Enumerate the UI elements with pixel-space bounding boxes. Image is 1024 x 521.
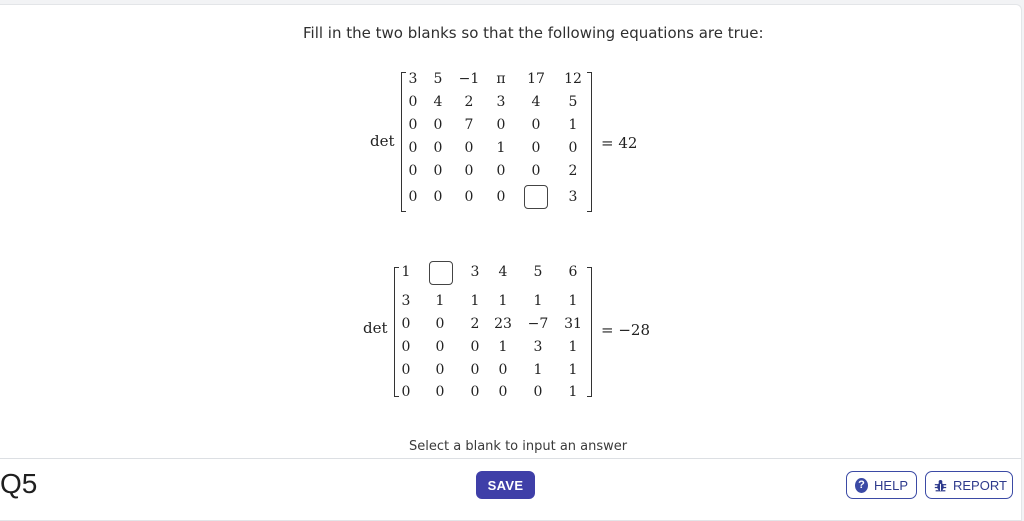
matrix1-cell: 2 (464, 94, 474, 110)
matrix1-cell: −1 (458, 71, 480, 87)
matrix1-cell: 0 (496, 189, 506, 205)
matrix1-cell: 0 (433, 140, 443, 156)
matrix1-cell: 2 (568, 163, 578, 179)
matrix1-cell: 0 (531, 163, 541, 179)
matrix2-cell: 2 (470, 316, 480, 332)
det-label-2: det (363, 319, 388, 337)
matrix1-cell: 0 (408, 189, 418, 205)
answer-blank-2[interactable] (429, 261, 453, 285)
right-bracket-1 (587, 72, 592, 212)
right-bracket-2 (587, 267, 592, 397)
footer-divider (0, 458, 1021, 459)
matrix2-cell: 0 (498, 362, 508, 378)
bug-icon (934, 478, 947, 492)
matrix2-cell: 0 (401, 339, 411, 355)
matrix1-cell: 0 (433, 189, 443, 205)
matrix1-cell: 5 (568, 94, 578, 110)
matrix1-cell: 1 (568, 117, 578, 133)
matrix1-cell: 0 (464, 189, 474, 205)
help-button[interactable] (846, 471, 917, 499)
matrix2-cell: 0 (498, 384, 508, 400)
question-prompt: Fill in the two blanks so that the following equations are true: (303, 24, 764, 42)
question-circle-icon: ? (855, 478, 868, 493)
matrix1-cell: 0 (568, 140, 578, 156)
matrix2-cell: 0 (435, 316, 445, 332)
matrix2-cell: 1 (568, 339, 578, 355)
save-button[interactable]: SAVE (476, 471, 535, 499)
matrix1-cell: 0 (433, 163, 443, 179)
blank-hint: Select a blank to input an answer (409, 439, 628, 454)
matrix2-cell: 1 (568, 293, 578, 309)
matrix1-cell: 5 (433, 71, 443, 87)
matrix2-cell: 1 (470, 293, 480, 309)
matrix1-cell: 0 (408, 117, 418, 133)
matrix1-cell: 3 (568, 189, 578, 205)
matrix1-cell: 4 (433, 94, 443, 110)
equation1-rhs: = 42 (601, 134, 638, 152)
matrix1-cell: π (496, 71, 506, 87)
report-label: REPORT (953, 477, 1007, 493)
matrix2-cell: 1 (435, 293, 445, 309)
answer-blank-1[interactable] (524, 185, 548, 209)
matrix2-cell: 6 (568, 264, 578, 280)
matrix1-cell: 1 (496, 140, 506, 156)
left-bracket-1 (401, 72, 406, 212)
matrix2-cell: 0 (401, 316, 411, 332)
matrix1-cell: 17 (527, 71, 545, 87)
matrix2-cell: 0 (435, 362, 445, 378)
matrix2-cell: 0 (470, 339, 480, 355)
matrix1-cell: 0 (408, 94, 418, 110)
matrix2-cell: 1 (401, 264, 411, 280)
matrix2-cell: 0 (401, 362, 411, 378)
matrix1-cell: 4 (531, 94, 541, 110)
matrix2-cell: 31 (564, 316, 582, 332)
matrix1-cell: 0 (496, 117, 506, 133)
matrix1-cell: 0 (464, 140, 474, 156)
matrix1-cell: 7 (464, 117, 474, 133)
matrix2-cell: 0 (435, 339, 445, 355)
matrix1-cell: 3 (496, 94, 506, 110)
matrix2-cell: 0 (401, 384, 411, 400)
question-card (0, 4, 1022, 521)
matrix1-cell: 12 (564, 71, 582, 87)
matrix2-cell: 23 (494, 316, 512, 332)
matrix2-cell: 0 (435, 384, 445, 400)
matrix1-cell: 0 (464, 163, 474, 179)
matrix2-cell: 1 (568, 362, 578, 378)
matrix1-cell: 0 (408, 140, 418, 156)
matrix1-cell: 0 (531, 140, 541, 156)
question-number: Q5 (0, 468, 38, 499)
left-bracket-2 (394, 267, 399, 397)
matrix1-cell: 0 (496, 163, 506, 179)
matrix2-cell: 5 (533, 264, 543, 280)
matrix1-cell: 3 (408, 71, 418, 87)
equation2-rhs: = −28 (601, 321, 650, 339)
matrix2-cell: 1 (568, 384, 578, 400)
det-label-1: det (370, 132, 395, 150)
matrix2-cell: 0 (533, 384, 543, 400)
matrix2-cell: 0 (470, 384, 480, 400)
help-label: HELP (874, 477, 908, 493)
matrix2-cell: −7 (527, 316, 549, 332)
matrix2-cell: 3 (470, 264, 480, 280)
matrix2-cell: 4 (498, 264, 508, 280)
matrix1-cell: 0 (433, 117, 443, 133)
matrix2-cell: 3 (533, 339, 543, 355)
matrix2-cell: 3 (401, 293, 411, 309)
report-button[interactable] (925, 471, 1013, 499)
matrix1-cell: 0 (408, 163, 418, 179)
matrix2-cell: 0 (470, 362, 480, 378)
matrix1-cell: 0 (531, 117, 541, 133)
matrix2-cell: 1 (533, 362, 543, 378)
matrix2-cell: 1 (533, 293, 543, 309)
matrix2-cell: 1 (498, 293, 508, 309)
matrix2-cell: 1 (498, 339, 508, 355)
